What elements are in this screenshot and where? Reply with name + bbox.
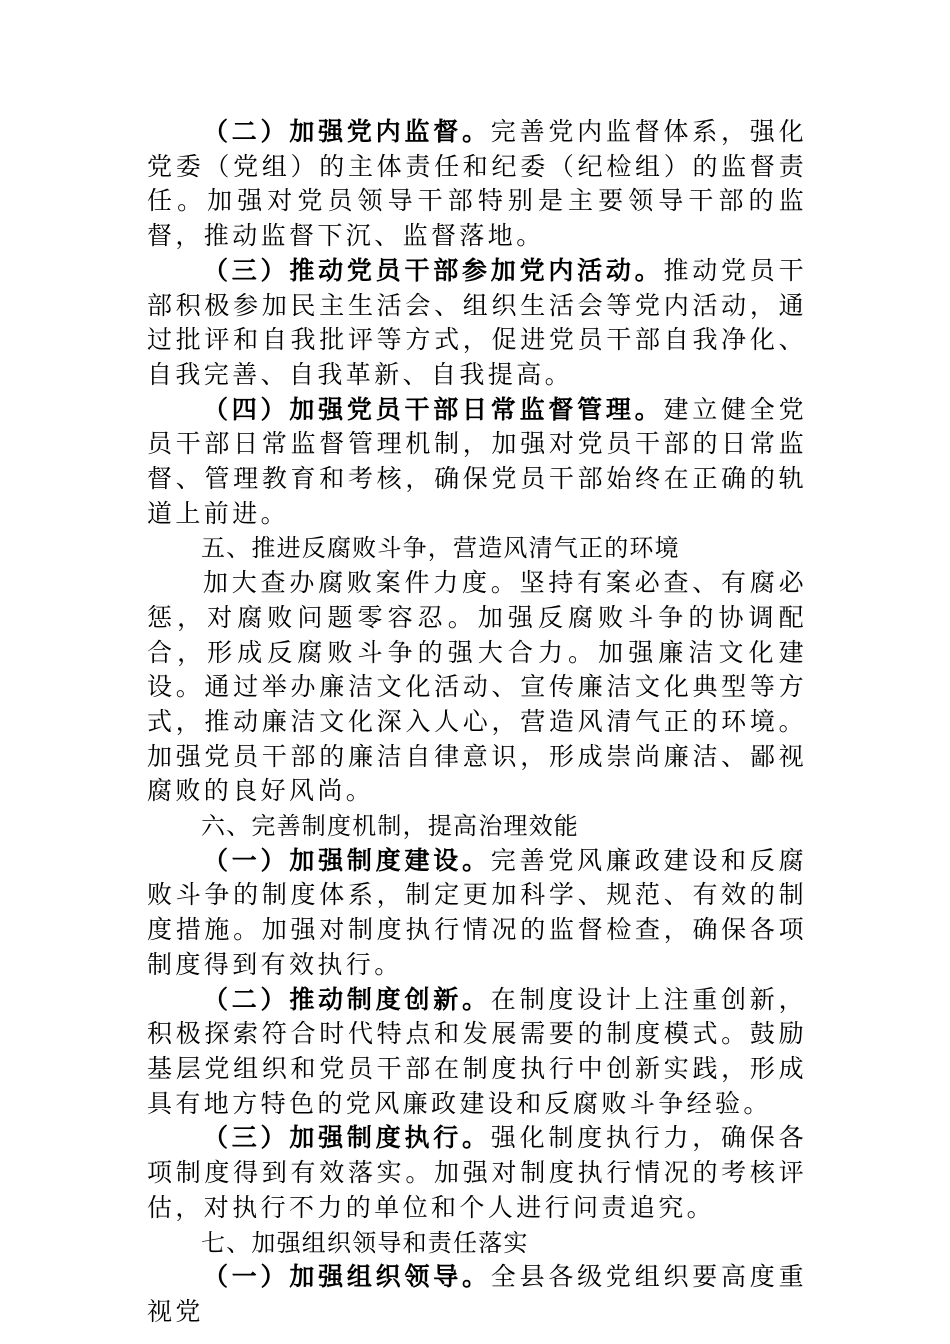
document-page — [147, 115, 807, 1330]
paragraph-lead: （二）推动制度创新。 — [203, 984, 491, 1014]
section-heading-6: 六、完善制度机制，提高治理效能 — [201, 812, 579, 841]
section-heading-7: 七、加强组织领导和责任落实 — [201, 1228, 529, 1257]
paragraph-text: 强化制度执行力，确保各项制度得到有效落实。加强对制度执行情况的考核评估，对执行不力的单位和个人进行问责追究。 — [147, 1123, 807, 1222]
paragraph-text: 完善党风廉政建设和反腐败斗争的制度体系，制定更加科学、规范、有效的制度措施。加强对制度执行情况的监督检查，确保各项制度得到有效执行。 — [147, 845, 807, 979]
paragraph-party-activities — [147, 254, 807, 393]
paragraph-lead: （二）加强党内监督。 — [203, 117, 491, 146]
paragraph-text: 全县各级党组织要高度重视党 — [147, 1262, 807, 1326]
paragraph-anti-corruption — [147, 566, 807, 809]
paragraph-lead: （三）推动党员干部参加党内活动。 — [203, 255, 664, 285]
paragraph-text: 加大查办腐败案件力度。坚持有案必查、有腐必惩，对腐败问题零容忍。加强反腐败斗争的协调配合，形成反腐败斗争的强大合力。加强廉洁文化建设。通过举办廉洁文化活动、宣传廉洁文化典型等方式，推动廉洁文化深入人心，营造风清气正的环境。加强党员干部的廉洁自律意识，形成崇尚廉洁、鄙视腐败的良好风尚。 — [147, 568, 807, 806]
paragraph-daily-supervision — [147, 393, 807, 532]
paragraph-text: 推动党员干部积极参加民主生活会、组织生活会等党内活动，通过批评和自我批评等方式，促进党员干部自我净化、自我完善、自我革新、自我提高。 — [147, 255, 807, 389]
paragraph-strengthen-inner-party-supervision — [147, 115, 807, 254]
paragraph-lead: （一）加强组织领导。 — [203, 1262, 491, 1292]
section-heading-5: 五、推进反腐败斗争，营造风清气正的环境 — [201, 534, 680, 563]
paragraph-system-innovation — [147, 983, 807, 1122]
paragraph-lead: （三）加强制度执行。 — [203, 1123, 491, 1153]
paragraph-lead: （四）加强党员干部日常监督管理。 — [203, 394, 664, 424]
paragraph-organizational-leadership — [147, 1260, 807, 1329]
paragraph-system-execution — [147, 1121, 807, 1225]
paragraph-text: 完善党内监督体系，强化党委（党组）的主体责任和纪委（纪检组）的监督责任。加强对党员领导干部特别是主要领导干部的监督，推动监督下沉、监督落地。 — [147, 117, 807, 251]
paragraph-text: 建立健全党员干部日常监督管理机制，加强对党员干部的日常监督、管理教育和考核，确保党员干部始终在正确的轨道上前进。 — [147, 394, 807, 528]
paragraph-system-building — [147, 844, 807, 983]
paragraph-text: 在制度设计上注重创新，积极探索符合时代特点和发展需要的制度模式。鼓励基层党组织和党员干部在制度执行中创新实践，形成具有地方特色的党风廉政建设和反腐败斗争经验。 — [147, 984, 807, 1118]
paragraph-lead: （一）加强制度建设。 — [203, 845, 491, 875]
